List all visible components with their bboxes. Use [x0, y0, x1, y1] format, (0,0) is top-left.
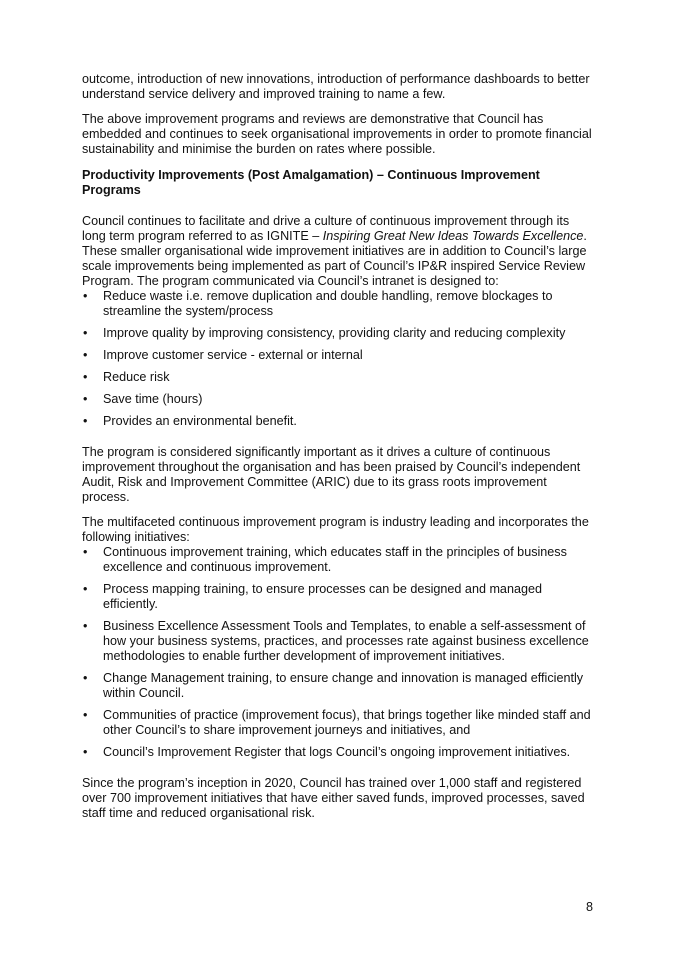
- paragraph-program-outcomes: Since the program’s inception in 2020, Council has trained over 1,000 staff and registered over 700 improvement initiatives that have either saved funds, improved processes, saved staff time and reduced organisational risk.: [82, 776, 585, 820]
- bullet-icon: •: [83, 671, 88, 685]
- list-item: [82, 745, 592, 760]
- list-item: [82, 289, 592, 319]
- paragraph-program-importance: The program is considered significantly important as it drives a culture of continuous improvement throughout the organisation and has been praised by Council’s independent Audit, Risk and Improvement Committee (ARIC) due to its grass roots improvement process.: [82, 445, 581, 504]
- bullet-icon: •: [83, 392, 88, 406]
- bullet-icon: •: [83, 582, 88, 596]
- bullet-icon: •: [83, 414, 88, 428]
- list-item-text: Change Management training, to ensure change and innovation is managed efficiently within Council.: [103, 671, 584, 700]
- list-item: [82, 348, 592, 363]
- section-heading-productivity-improvements: Productivity Improvements (Post Amalgamation) – Continuous Improvement Programs: [82, 168, 540, 197]
- list-item: [82, 326, 592, 341]
- list-item-text: Reduce risk: [103, 370, 170, 384]
- list-item: [82, 671, 592, 701]
- list-item-text: Council’s Improvement Register that logs Council’s ongoing improvement initiatives.: [103, 745, 571, 759]
- list-item-text: Continuous improvement training, which educates staff in the principles of business excellence and continuous improvement.: [103, 545, 567, 574]
- paragraph-multifaceted-program: The multifaceted continuous improvement program is industry leading and incorporates the following initiatives:: [82, 515, 589, 544]
- list-item: [82, 619, 592, 664]
- paragraph-improvement-programs: The above improvement programs and reviews are demonstrative that Council has embedded and continues to seek organisational improvements in order to promote financial sustainability and minimise the burden on rates where possible.: [82, 112, 592, 156]
- paragraph-ignite-text-start: Council continues to facilitate and drive a culture of continuous improvement through its long term program referred to as IGNITE –: [82, 214, 570, 243]
- paragraph-ignite-program: [82, 214, 592, 289]
- list-item-text: Provides an environmental benefit.: [103, 414, 297, 428]
- document-page: [82, 72, 592, 821]
- initiatives-list: [82, 545, 592, 760]
- list-item: [82, 545, 592, 575]
- paragraph-ignite-text-end: . These smaller organisational wide improvement initiatives are in addition to Council’s large scale improvements being implemented as part of Council’s IP&R inspired Service Review Program. The program communicated via Council’s intranet is designed to:: [82, 229, 587, 288]
- bullet-icon: •: [83, 289, 88, 303]
- bullet-icon: •: [83, 326, 88, 340]
- list-item-text: Improve customer service - external or internal: [103, 348, 363, 362]
- bullet-icon: •: [83, 745, 88, 759]
- page-number: 8: [585, 900, 593, 914]
- list-item-text: Save time (hours): [103, 392, 203, 406]
- bullet-icon: •: [83, 708, 88, 722]
- list-item: [82, 414, 592, 429]
- list-item-text: Communities of practice (improvement focus), that brings together like minded staff and other Council’s to share improvement journeys and initiatives, and: [103, 708, 591, 737]
- list-item-text: Improve quality by improving consistency, providing clarity and reducing complexity: [103, 326, 566, 340]
- bullet-icon: •: [83, 370, 88, 384]
- ignite-acronym-expansion: Inspiring Great New Ideas Towards Excellence: [322, 229, 584, 243]
- paragraph-continued-outcome: outcome, introduction of new innovations, introduction of performance dashboards to better understand service delivery and improved training to name a few.: [82, 72, 590, 101]
- list-item: [82, 392, 592, 407]
- list-item-text: Business Excellence Assessment Tools and Templates, to enable a self-assessment of how your business systems, practices, and processes rate against business excellence methodologies to enable further development of improvement initiatives.: [103, 619, 589, 663]
- list-item: [82, 582, 592, 612]
- list-item: [82, 708, 592, 738]
- list-item-text: Reduce waste i.e. remove duplication and double handling, remove blockages to streamline the system/process: [103, 289, 553, 318]
- bullet-icon: •: [83, 545, 88, 559]
- list-item-text: Process mapping training, to ensure processes can be designed and managed efficiently.: [103, 582, 542, 611]
- ignite-goals-list: [82, 289, 592, 429]
- list-item: [82, 370, 592, 385]
- bullet-icon: •: [83, 348, 88, 362]
- bullet-icon: •: [83, 619, 88, 633]
